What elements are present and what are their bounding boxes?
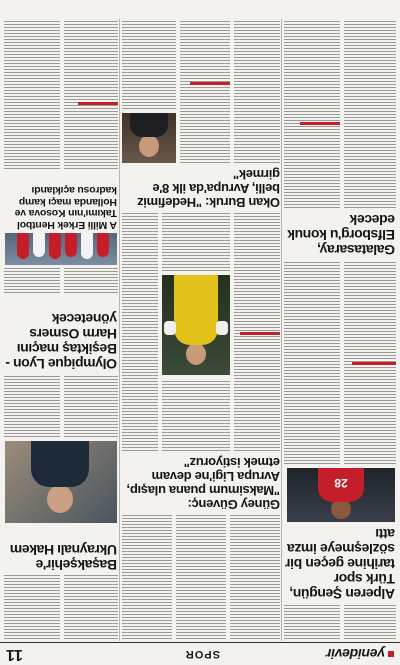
article-body-text [64, 575, 118, 639]
article-body-text [162, 213, 230, 271]
article-body-text [122, 515, 172, 639]
article-body-text [64, 375, 118, 437]
article-body-text [4, 375, 60, 437]
okan-headline: Okan Buruk: "Hedefimiz belli, Avrupa'da ilk 8'e girmek" [137, 167, 280, 210]
goalkeeper-glove [216, 321, 228, 335]
coach-jacket [130, 113, 168, 137]
coach-head [139, 135, 159, 157]
article-body-text [64, 20, 118, 169]
article-body-text [122, 20, 176, 109]
article-body-text [176, 515, 226, 639]
article-body-text [122, 213, 158, 451]
player-figure [81, 233, 93, 259]
page-number: 11 [6, 646, 23, 663]
referee-shirt [31, 441, 89, 487]
okan-photo [122, 113, 176, 163]
newspaper-logo: yenidevir [326, 646, 385, 662]
article-body-text [230, 515, 280, 639]
article-body-text [284, 20, 340, 208]
subhead-marker [190, 82, 230, 85]
basaksehir-headline: Başakşehir'e Ukraynalı Hakem [10, 542, 117, 573]
guney-headline: Güney Güvenç: "Maksimum puana ulaşıp, Avrupa Ligi'ne devam etmek istiyoruz" [126, 455, 280, 512]
player-figure [97, 233, 109, 257]
section-title: SPOR [184, 648, 220, 660]
column-rule [119, 19, 120, 641]
player-figure [17, 233, 29, 259]
article-body-text [180, 20, 230, 163]
subhead-marker [352, 362, 396, 365]
article-body-text [344, 603, 396, 639]
galatasaray-headline: Galatasaray, Elfsborg'u konuk edecek [287, 212, 395, 258]
guney-photo [162, 275, 230, 375]
article-body-text [284, 603, 340, 639]
article-body-text [64, 268, 118, 293]
player-head [331, 499, 351, 519]
article-body-text [284, 261, 340, 464]
goalkeeper-jersey [174, 275, 218, 345]
subhead-marker [300, 122, 340, 125]
player-figure [65, 233, 77, 257]
goalkeeper-glove [164, 321, 176, 335]
article-body-text [4, 20, 60, 169]
article-body-text [4, 268, 60, 293]
player-figure [33, 233, 45, 257]
hentbol-headline: A Milli Erkek Hentbol Takımı'nın Kosova ve Hollanda maçı kamp kadrosu açıklandı [14, 184, 117, 231]
column-rule [281, 19, 282, 641]
article-body-text [234, 20, 280, 163]
masthead [0, 642, 400, 665]
jersey-number: 28 [334, 476, 348, 490]
lyon-headline: Olympique Lyon - Beşiktaş maçını Harm Osmers yönetecek [5, 311, 117, 372]
alperen-headline: Alperen Şengün, Türk spor tarihine geçen bir sözleşmeye imza attı [285, 526, 395, 602]
referee-head [47, 485, 73, 513]
subhead-marker [240, 332, 280, 335]
logo-mark-icon [388, 651, 394, 657]
article-body-text [4, 575, 60, 639]
handball-team-photo [5, 233, 117, 265]
article-body-text [344, 20, 396, 208]
goalkeeper-head [186, 343, 206, 365]
player-figure [49, 233, 61, 259]
referee-photo [5, 441, 117, 523]
article-body-text [162, 379, 230, 451]
subhead-marker [78, 102, 118, 105]
alperen-photo [287, 468, 395, 522]
player-jersey [318, 468, 364, 502]
